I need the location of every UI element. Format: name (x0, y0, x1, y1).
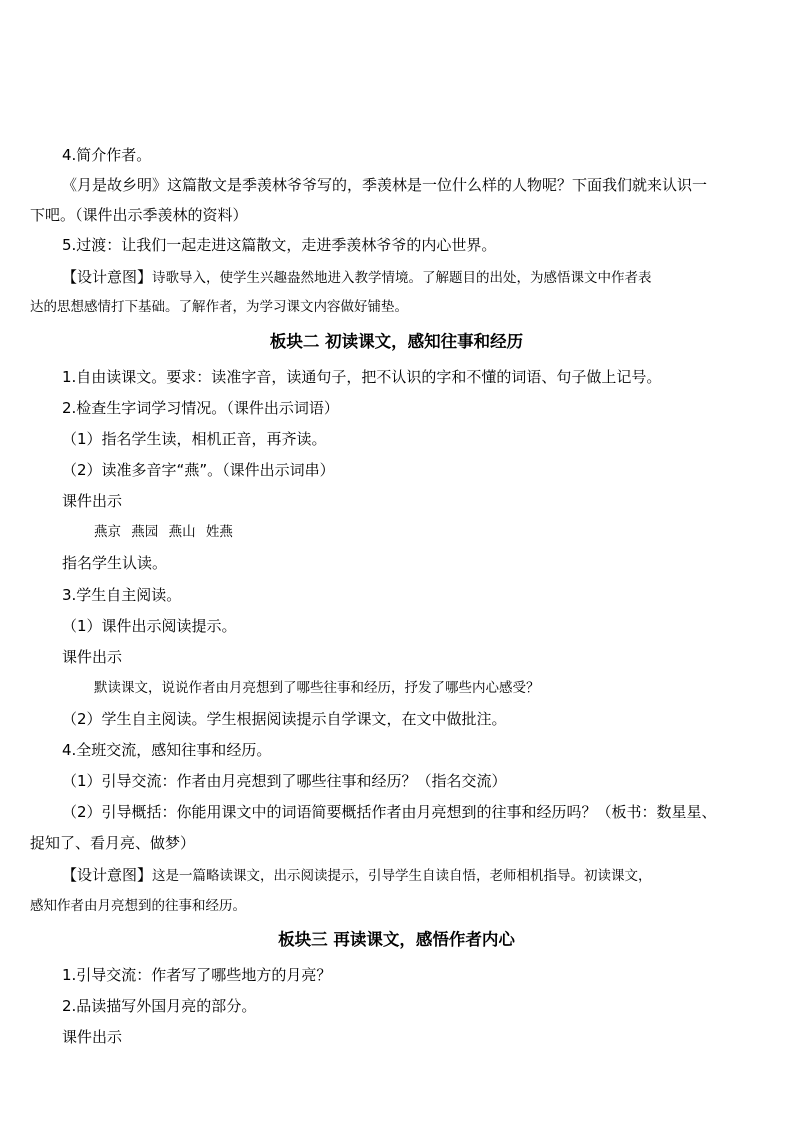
design-intent-tag: 【设计意图】 (62, 866, 153, 884)
courseware-label: 课件出示 (62, 1028, 123, 1046)
section-heading: 板块三 再读课文，感悟作者内心 (278, 930, 515, 949)
section-heading: 板块二 初读课文，感知往事和经历 (269, 332, 524, 351)
courseware-label: 课件出示 (62, 492, 123, 510)
paragraph-line: 2.品读描写外国月亮的部分。 (62, 997, 257, 1015)
paragraph-line: 3.学生自主阅读。 (62, 586, 182, 604)
design-intent-line: 达的思想感情打下基础。了解作者，为学习课文内容做好铺垫。 (30, 299, 408, 315)
courseware-example: 燕京 燕园 燕山 姓燕 (94, 524, 233, 540)
design-intent-line: 感知作者由月亮想到的往事和经历。 (30, 898, 246, 914)
paragraph-line: （1）引导交流：作者由月亮想到了哪些往事和经历？（指名交流） (62, 772, 507, 790)
paragraph-line: （2）引导概括：你能用课文中的词语简要概括作者由月亮想到的往事和经历吗？（板书：数星星、 (62, 803, 717, 821)
design-intent-tag: 【设计意图】 (62, 268, 153, 286)
courseware-label: 课件出示 (62, 648, 123, 666)
paragraph-line: （2）学生自主阅读。学生根据阅读提示自学课文，在文中做批注。 (62, 710, 507, 728)
design-intent-line (62, 864, 652, 887)
paragraph-line: 5.过渡：让我们一起走进这篇散文，走进季羡林爷爷的内心世界。 (62, 236, 497, 254)
paragraph-line: 4.简介作者。 (62, 146, 152, 164)
paragraph-line: 指名学生认读。 (62, 554, 168, 572)
paragraph-line: 2.检查生字词学习情况。（课件出示词语） (62, 399, 339, 417)
design-intent-line (62, 266, 652, 289)
paragraph-line: （1）指名学生读，相机正音，再齐读。 (62, 430, 327, 448)
paragraph-line: 捉知了、看月亮、做梦） (30, 834, 196, 852)
paragraph-line: 4.全班交流，感知往事和经历。 (62, 741, 272, 759)
paragraph-line: 1.自由读课文。要求：读准字音，读通句子，把不认识的字和不懂的词语、句子做上记号。 (62, 368, 662, 386)
design-intent-text: 诗歌导入，使学生兴趣盎然地进入教学情境。了解题目的出处，为感悟课文中作者表 (152, 270, 652, 286)
paragraph-line: 1.引导交流：作者写了哪些地方的月亮？ (62, 966, 332, 984)
paragraph-line: （1）课件出示阅读提示。 (62, 617, 237, 635)
paragraph-line: 下吧。（课件出示季羡林的资料） (30, 206, 248, 224)
paragraph-line: 《月是故乡明》这篇散文是季羡林爷爷写的，季羡林是一位什么样的人物呢？下面我们就来认识一 (62, 176, 708, 194)
courseware-example: 默读课文，说说作者由月亮想到了哪些往事和经历，抒发了哪些内心感受？ (94, 680, 540, 696)
design-intent-text: 这是一篇略读课文，出示阅读提示，引导学生自读自悟，老师相机指导。初读课文， (152, 868, 652, 884)
paragraph-line: （2）读准多音字“燕”。（课件出示词串） (62, 461, 335, 479)
